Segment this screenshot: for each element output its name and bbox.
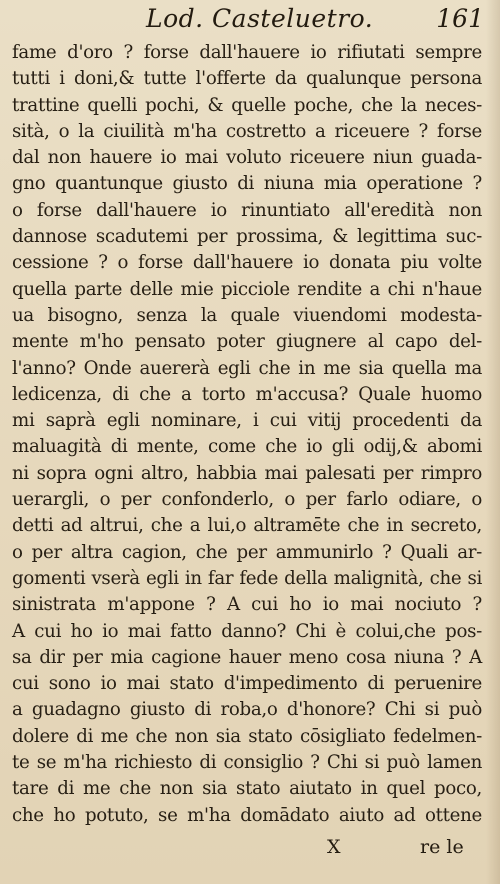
- page-header: [0, 4, 500, 40]
- running-head: Lod. Casteluetro.: [146, 4, 374, 33]
- text-line: gomenti vserà egli in far fede della malignità, che si: [12, 567, 482, 589]
- text-line: A cui ho io mai fatto danno? Chi è colui,che pos-: [12, 620, 482, 642]
- text-line: quella parte delle mie picciole rendite a chi n'haue: [12, 278, 482, 300]
- text-line: sa dir per mia cagione hauer meno cosa niuna ? A: [12, 646, 482, 668]
- text-line: o forse dall'hauere io rinuntiato all'eredità non: [12, 199, 482, 221]
- text-line: a guadagno giusto di roba,o d'honore? Chi si può: [12, 699, 482, 721]
- page-footer: [0, 836, 500, 870]
- text-line: mi saprà egli nominare, i cui vitij procedenti da: [12, 410, 482, 432]
- text-line: fame d'oro ? forse dall'hauere io rifiutati sempre: [12, 42, 482, 63]
- text-line: cessione ? o forse dall'hauere io donata piu volte: [12, 252, 482, 274]
- text-line: ua bisogno, senza la quale viuendomi modesta-: [12, 304, 482, 326]
- text-line: gno quantunque giusto di niuna mia operatione ?: [12, 173, 482, 195]
- text-line: dal non hauere io mai voluto riceuere niun guada-: [12, 147, 482, 169]
- text-line: uerargli, o per confonderlo, o per farlo odiare, o: [12, 489, 482, 511]
- text-line: o per altra cagion, che per ammunirlo ? Quali ar-: [12, 541, 482, 563]
- text-line: cui sono io mai stato d'impedimento di peruenire: [12, 673, 482, 695]
- text-line: ni sopra ogni altro, habbia mai palesati per rimpro: [12, 462, 482, 484]
- text-line: maluagità di mente, come che io gli odij,& abomi: [12, 436, 482, 458]
- text-line: sinistrata m'appone ? A cui ho io mai nociuto ?: [12, 594, 482, 616]
- text-line: tutti i doni,& tutte l'offerte da qualunque persona: [12, 68, 482, 90]
- catchword: re le: [420, 836, 464, 858]
- text-line: detti ad altrui, che a lui,o altramēte che in secreto,: [12, 515, 482, 537]
- text-line: trattine quelli pochi, & quelle poche, che la neces-: [12, 94, 482, 116]
- text-line: dolere di me che non sia stato cōsigliato fedelmen-: [12, 725, 482, 747]
- signature-mark: X: [327, 836, 341, 858]
- page-number: 161: [436, 4, 484, 33]
- text-line: ledicenza, di che a torto m'accusa? Quale huomo: [12, 383, 482, 405]
- text-line: tare di me che non sia stato aiutato in quel poco,: [12, 778, 482, 800]
- text-line: sità, o la ciuilità m'ha costretto a riceuere ? forse: [12, 120, 482, 142]
- body-text: [12, 40, 482, 829]
- text-line: l'anno? Onde auererà egli che in me sia quella ma: [12, 357, 482, 379]
- text-line: mente m'ho pensato poter giugnere al capo del-: [12, 331, 482, 353]
- text-line: che ho potuto, se m'ha domādato aiuto ad ottene: [12, 804, 482, 826]
- text-line: dannose scadutemi per prossima, & legittima suc-: [12, 226, 482, 248]
- text-line: te se m'ha richiesto di consiglio ? Chi si può lamen: [12, 752, 482, 774]
